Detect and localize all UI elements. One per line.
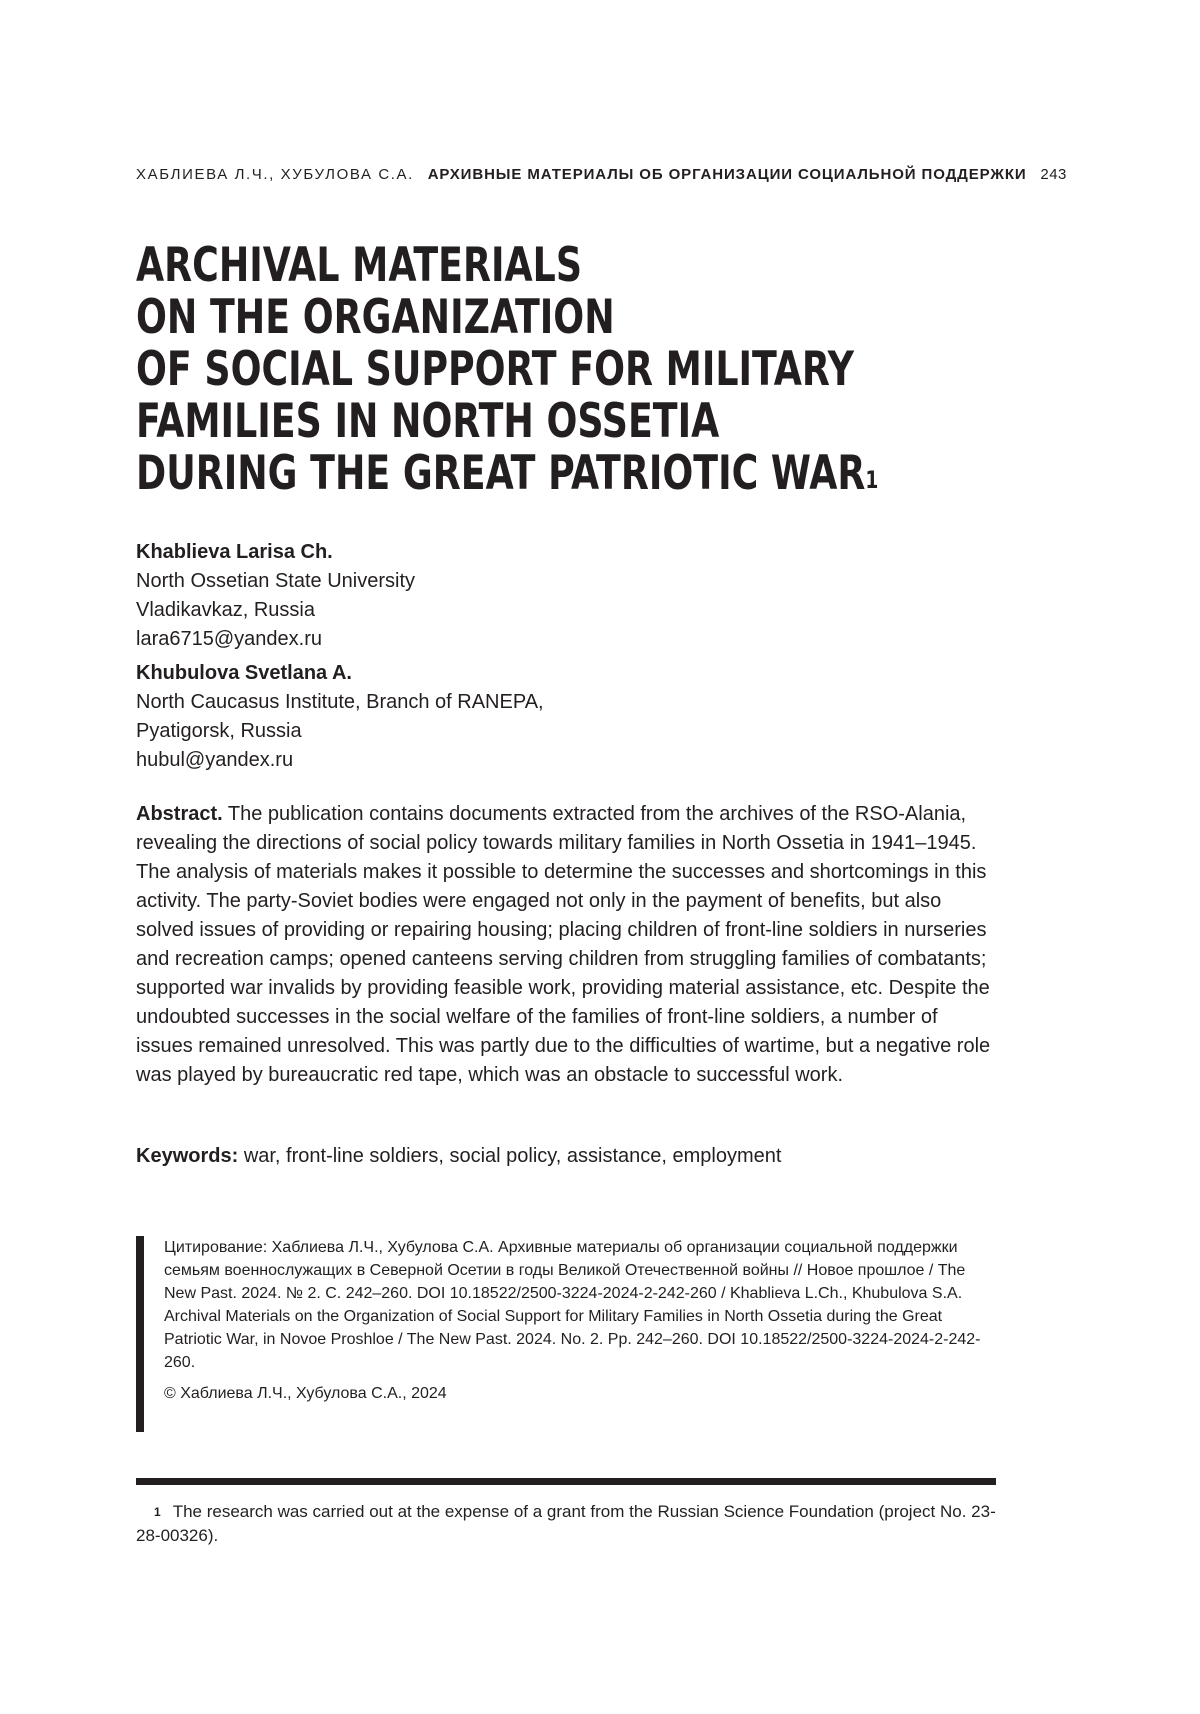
title-line: ON THE ORGANIZATION [136,292,876,344]
author-affiliation: North Caucasus Institute, Branch of RANEPA, [136,688,996,717]
abstract-label: Abstract. [136,803,223,825]
title-line-text: DURING THE GREAT PATRIOTIC WAR [136,446,865,501]
keywords-label: Keywords: [136,1145,238,1167]
running-head-authors: ХАБЛИЕВА Л.Ч., ХУБУЛОВА С.А. [136,166,414,183]
page-number: 243 [1040,166,1067,183]
footnote-divider [136,1478,996,1485]
title-line: OF SOCIAL SUPPORT FOR MILITARY [136,344,876,396]
author-location: Vladikavkaz, Russia [136,596,996,625]
copyright: © Хаблиева Л.Ч., Хубулова С.А., 2024 [164,1382,996,1405]
author-name: Khubulova Svetlana A. [136,659,996,688]
author-entry [136,538,996,654]
keywords [136,1142,996,1171]
keywords-text: war, front-line soldiers, social policy, assistance, employment [244,1145,782,1167]
author-affiliation: North Ossetian State University [136,567,996,596]
author-email: lara6715@yandex.ru [136,625,996,654]
title-line [136,448,876,500]
title-footnote-marker: 1 [865,466,878,494]
footnote [136,1500,996,1548]
citation-box [136,1236,996,1432]
running-head-title: АРХИВНЫЕ МАТЕРИАЛЫ ОБ ОРГАНИЗАЦИИ СОЦИАЛЬНОЙ ПОДДЕРЖКИ [428,166,1027,183]
authors-block [136,538,996,780]
title-line: ARCHIVAL MATERIALS [136,240,876,292]
title-line: FAMILIES IN NORTH OSSETIA [136,396,876,448]
footnote-marker: 1 [154,1505,161,1519]
citation-text: Цитирование: Хаблиева Л.Ч., Хубулова С.А. Архивные материалы об организации социальной поддержки семьям военнослужащих в Северной Осетии в годы Великой Отечественной войны // Новое прошлое / The New Past. 2024. № 2. С. 242–260. DOI 10.18522/2500-3224-2024-2-242-260 / Khablieva L.Ch., Khubulova S.A. Archival Materials on the Organization of Social Support for Military Families in North Ossetia during the Great Patriotic War, in Novoe Proshloe / The New Past. 2024. No. 2. Pp. 242–260. DOI 10.18522/2500-3224-2024-2-242-260. [164,1236,996,1374]
abstract [136,800,996,1090]
footnote-text: The research was carried out at the expense of a grant from the Russian Science Foundation (project No. 23-28-00326). [136,1502,996,1545]
running-head [136,166,996,183]
abstract-text: The publication contains documents extracted from the archives of the RSO-Alania, revealing the directions of social policy towards military families in North Ossetia in 1941–1945. The analysis of materials makes it possible to determine the successes and shortcomings in this activity. The party-Soviet bodies were engaged not only in the payment of benefits, but also solved issues of providing or repairing housing; placing children of front-line soldiers in nurseries and recreation camps; opened canteens serving children from struggling families of combatants; supported war invalids by providing feasible work, providing material assistance, etc. Despite the undoubted successes in the social welfare of the families of front-line soldiers, a number of issues remained unresolved. This was partly due to the difficulties of wartime, but a negative role was played by bureaucratic red tape, which was an obstacle to successful work. [136,803,990,1086]
author-name: Khablieva Larisa Ch. [136,538,996,567]
author-entry [136,659,996,775]
article-title [136,240,876,500]
author-email: hubul@yandex.ru [136,746,996,775]
author-location: Pyatigorsk, Russia [136,717,996,746]
